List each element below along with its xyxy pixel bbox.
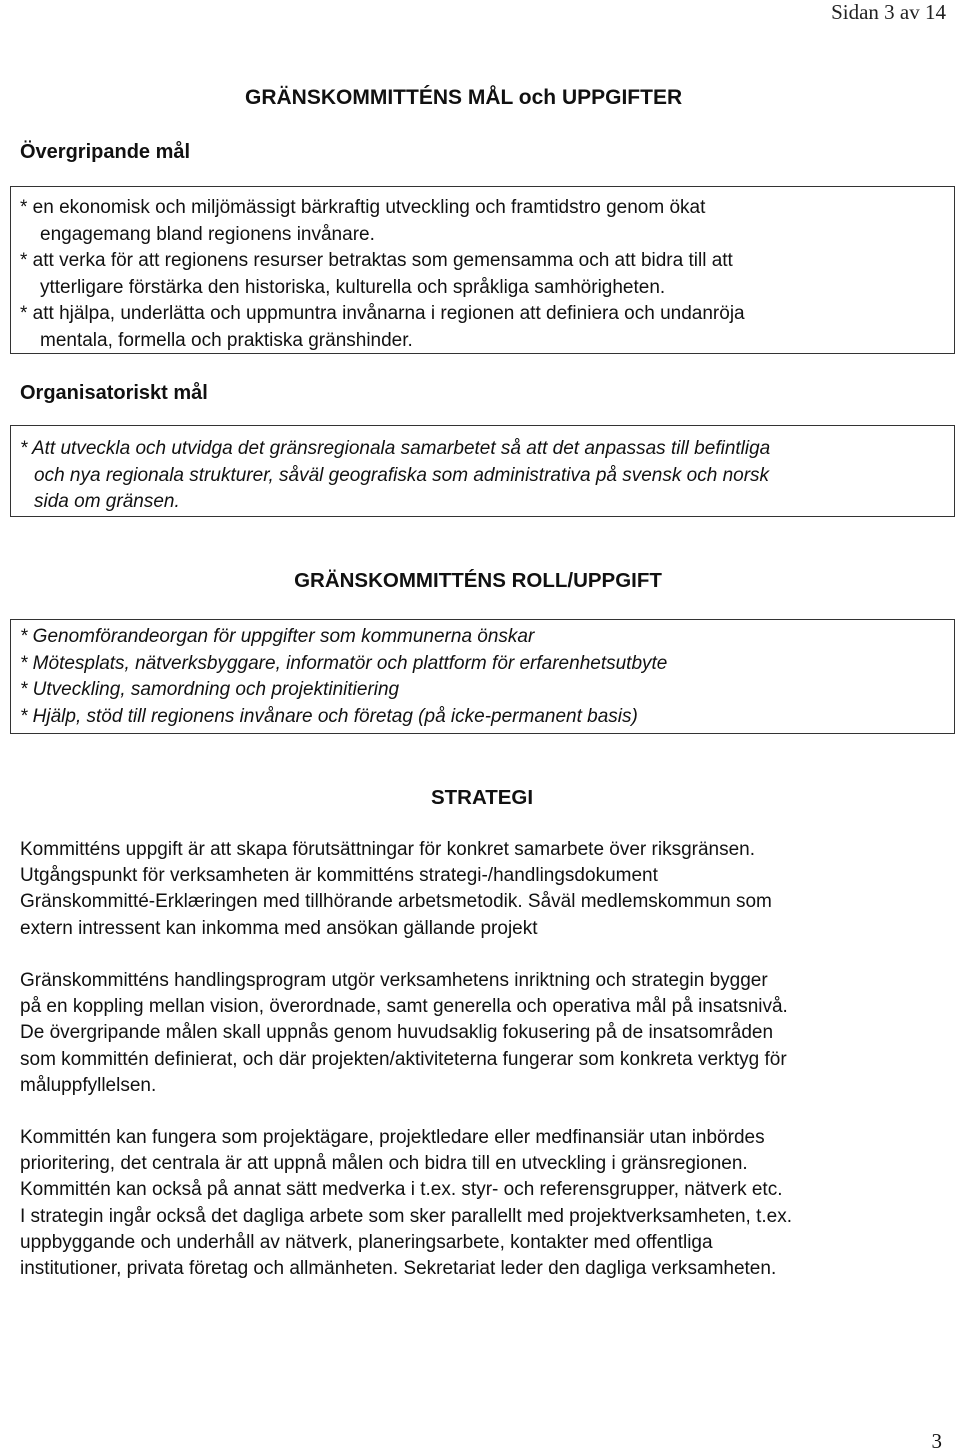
strategy-p3-line-4: I strategin ingår också det dagliga arbete som sker parallellt med projektverksamheten, t.ex. <box>20 1205 792 1227</box>
goal-item-3-line-2: mentala, formella och praktiska gränshinder. <box>40 329 413 351</box>
strategy-p2-line-1: Gränskommitténs handlingsprogram utgör verksamhetens inriktning och strategin bygger <box>20 970 768 991</box>
overall-goals-box <box>10 186 955 354</box>
org-goal-text <box>20 436 770 516</box>
strategy-p1-line-4: extern intressent kan inkomma med ansökan gällande projekt <box>20 917 538 939</box>
role-title: GRÄNSKOMMITTÉNS ROLL/UPPGIFT <box>294 569 662 592</box>
org-goal-line-1: * Att utveckla och utvidga det gränsregionala samarbetet så att det anpassas till befintliga <box>20 438 771 459</box>
strategy-p1-line-2: Utgångspunkt för verksamheten är kommitténs strategi-/handlingsdokument <box>20 865 658 887</box>
goal-item-2-line-2: ytterligare förstärka den historiska, kulturella och språkliga samhörigheten. <box>40 276 666 298</box>
role-item-3: * Utveckling, samordning och projektinitiering <box>20 679 400 700</box>
role-box <box>10 619 955 734</box>
overall-goals-label: Övergripande mål <box>20 141 191 163</box>
role-item-4: * Hjälp, stöd till regionens invånare och företag (på icke-permanent basis) <box>20 705 638 727</box>
goal-item-1-line-2: engagemang bland regionens invånare. <box>40 223 375 245</box>
org-goal-label: Organisatoriskt mål <box>20 382 208 404</box>
strategy-paragraph-3 <box>20 1125 792 1282</box>
strategy-p2-line-5: måluppfyllelsen. <box>20 1074 157 1096</box>
page-title: GRÄNSKOMMITTÉNS MÅL och UPPGIFTER <box>245 86 683 109</box>
strategy-p3-line-2: prioritering, det centrala är att uppnå målen och bidra till en utveckling i gränsregionen. <box>20 1153 748 1175</box>
strategy-p3-line-6: institutioner, privata företag och allmänheten. Sekretariat leder den dagliga verksamheten. <box>20 1258 777 1280</box>
strategy-paragraph-2 <box>20 968 788 1099</box>
strategy-p2-line-2: på en koppling mellan vision, överordnade, samt generella och operativa mål på insatsnivå. <box>20 996 788 1018</box>
strategy-title: STRATEGI <box>430 786 534 809</box>
goal-item-2-line-1: * att verka för att regionens resurser betraktas som gemensamma och att bidra till att <box>20 250 733 271</box>
strategy-paragraph-1 <box>20 837 772 942</box>
org-goal-line-2: och nya regionala strukturer, såväl geografiska som administrativa på svensk och norsk <box>34 464 770 486</box>
strategy-p2-line-4: som kommittén definierat, och där projekten/aktiviteterna fungerar som konkreta verktyg för <box>20 1048 787 1070</box>
strategy-p1-line-1: Kommitténs uppgift är att skapa förutsättningar för konkret samarbete över riksgränsen. <box>20 839 756 860</box>
role-item-2: * Mötesplats, nätverksbyggare, informatör och plattform för erfarenhetsutbyte <box>20 652 668 674</box>
page-number: 3 <box>931 1429 942 1453</box>
role-list <box>20 624 667 730</box>
strategy-p3-line-1: Kommittén kan fungera som projektägare, projektledare eller medfinansiär utan inbördes <box>20 1127 765 1148</box>
overall-goals-list <box>20 195 745 354</box>
strategy-p3-line-5: uppbyggande och underhåll av nätverk, planeringsarbete, kontakter med offentliga <box>20 1231 713 1253</box>
page-counter: Sidan 3 av 14 <box>831 0 946 24</box>
org-goal-box <box>10 425 955 517</box>
org-goal-line-3: sida om gränsen. <box>34 491 180 512</box>
goal-item-1-line-1: * en ekonomisk och miljömässigt bärkraftig utveckling och framtidstro genom ökat <box>20 197 706 218</box>
goal-item-3-line-1: * att hjälpa, underlätta och uppmuntra invånarna i regionen att definiera och undanröja <box>20 303 745 324</box>
strategy-p1-line-3: Gränskommitté-Erklæringen med tillhörande arbetsmetodik. Såväl medlemskommun som <box>20 891 772 913</box>
strategy-p3-line-3: Kommittén kan också på annat sätt medverka i t.ex. styr- och referensgrupper, nätverk etc. <box>20 1179 783 1201</box>
role-item-1: * Genomförandeorgan för uppgifter som kommunerna önskar <box>20 626 535 647</box>
strategy-p2-line-3: De övergripande målen skall uppnås genom huvudsaklig fokusering på de insatsområden <box>20 1022 774 1044</box>
